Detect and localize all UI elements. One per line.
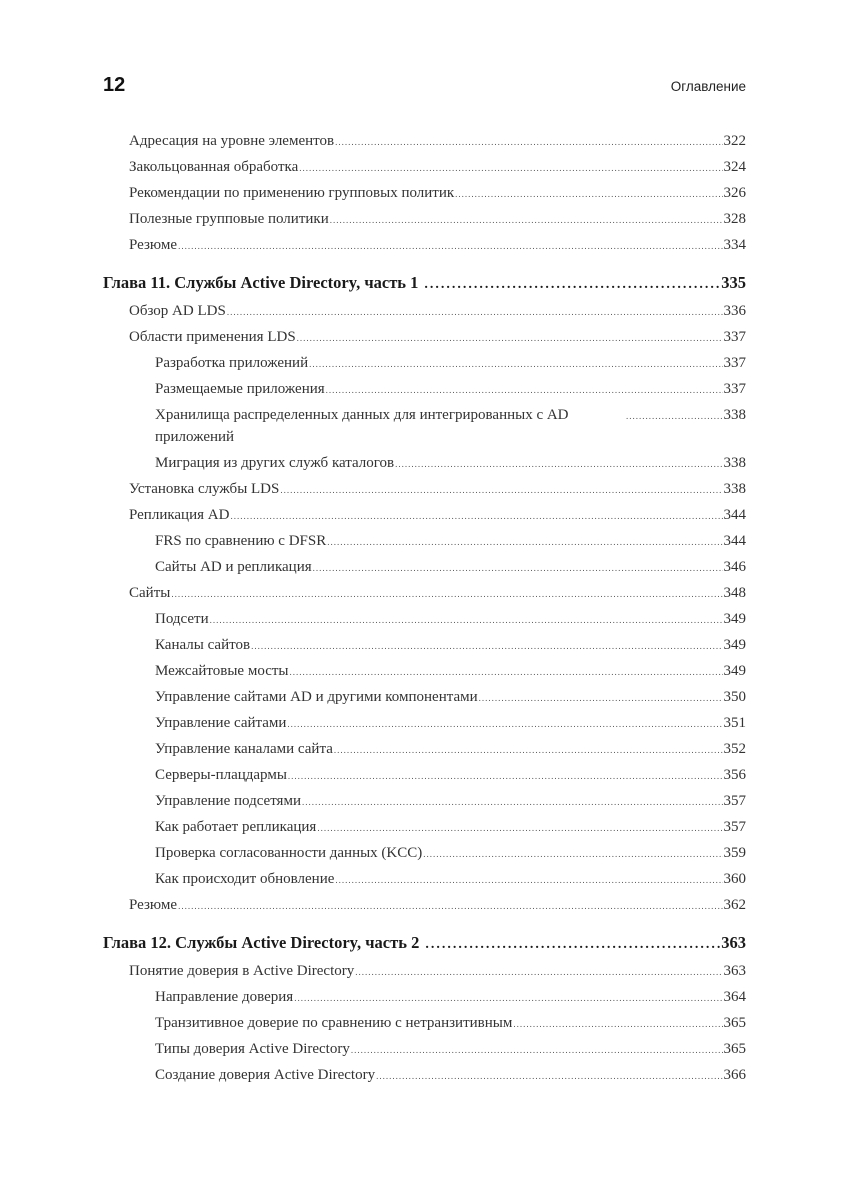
toc-entry-page: 326 xyxy=(723,185,746,201)
toc-entry-title: Подсети xyxy=(155,611,209,627)
toc-entry-page: 360 xyxy=(723,871,746,887)
toc-entry-title: Управление сайтами AD и другими компонентами xyxy=(155,689,478,705)
dot-leader xyxy=(626,405,723,427)
toc-entry-page: 328 xyxy=(723,211,746,227)
chapter-title: Глава 12. Службы Active Directory, часть 2 xyxy=(103,933,420,952)
toc-chapter-12[interactable] xyxy=(103,928,746,958)
dot-leader xyxy=(210,607,723,633)
toc-entry[interactable] xyxy=(103,476,746,502)
toc-entry[interactable] xyxy=(103,402,746,450)
toc-entry-title: Сайты xyxy=(129,585,171,601)
toc-entry-title: Области применения LDS xyxy=(129,329,296,345)
dot-leader xyxy=(287,711,722,737)
toc-entry-title: Проверка согласованности данных (KCC) xyxy=(155,845,423,861)
toc-entry[interactable] xyxy=(103,762,746,788)
toc-entry[interactable] xyxy=(103,528,746,554)
dot-leader xyxy=(288,763,723,789)
dot-leader xyxy=(479,685,723,711)
toc-entry-title: FRS по сравнению с DFSR xyxy=(155,533,327,549)
toc-entry-page: 322 xyxy=(723,133,746,149)
table-of-contents xyxy=(103,128,746,1088)
toc-entry[interactable] xyxy=(103,984,746,1010)
toc-entry[interactable] xyxy=(103,684,746,710)
toc-entry-page: 363 xyxy=(723,963,746,979)
toc-entry-page: 349 xyxy=(723,611,746,627)
dot-leader xyxy=(423,841,722,867)
toc-entry-title: Рекомендации по применению групповых политик xyxy=(129,185,455,201)
dot-leader xyxy=(313,555,723,581)
toc-entry-page: 357 xyxy=(723,819,746,835)
toc-entry-page: 362 xyxy=(723,897,746,913)
toc-entry-page: 338 xyxy=(723,481,746,497)
toc-entry-page: 348 xyxy=(723,585,746,601)
toc-entry[interactable] xyxy=(103,958,746,984)
toc-entry[interactable] xyxy=(103,154,746,180)
dot-leader xyxy=(294,985,722,1011)
toc-entry-page: 350 xyxy=(723,689,746,705)
toc-entry-page: 334 xyxy=(723,237,746,253)
toc-entry-page: 366 xyxy=(723,1067,746,1083)
dot-leader xyxy=(299,155,722,181)
dot-leader xyxy=(171,581,722,607)
dot-leader xyxy=(230,503,722,529)
toc-entry-title: Сайты AD и репликация xyxy=(155,559,312,575)
toc-entry-page: 337 xyxy=(723,381,746,397)
toc-entry-page: 337 xyxy=(723,329,746,345)
dot-leader xyxy=(351,1037,723,1063)
toc-entry-title: Создание доверия Active Directory xyxy=(155,1067,376,1083)
dot-leader xyxy=(178,893,722,919)
toc-entry[interactable] xyxy=(103,350,746,376)
toc-entry-title: Репликация AD xyxy=(129,507,230,523)
toc-entry[interactable] xyxy=(103,324,746,350)
dot-leader xyxy=(425,930,720,960)
toc-entry-title: Управление каналами сайта xyxy=(155,741,333,757)
toc-entry[interactable] xyxy=(103,892,746,918)
toc-entry-title: Обзор AD LDS xyxy=(129,303,226,319)
toc-entry[interactable] xyxy=(103,710,746,736)
toc-entry[interactable] xyxy=(103,736,746,762)
dot-leader xyxy=(297,325,723,351)
toc-entry-title: Адресация на уровне элементов xyxy=(129,133,335,149)
toc-entry-title: Закольцованная обработка xyxy=(129,159,299,175)
toc-entry[interactable] xyxy=(103,814,746,840)
toc-entry-title: Серверы-плацдармы xyxy=(155,767,287,783)
dot-leader xyxy=(335,129,722,155)
page-header xyxy=(103,74,746,100)
dot-leader xyxy=(309,351,722,377)
toc-entry-title: Как работает репликация xyxy=(155,819,317,835)
dot-leader xyxy=(355,959,722,985)
dot-leader xyxy=(290,659,723,685)
page-number: 12 xyxy=(103,74,126,96)
dot-leader xyxy=(395,451,722,477)
toc-entry[interactable] xyxy=(103,1062,746,1088)
dot-leader xyxy=(227,299,723,325)
toc-entry-page: 351 xyxy=(723,715,746,731)
dot-leader xyxy=(455,181,722,207)
dot-leader xyxy=(376,1063,722,1089)
toc-entry-title: Направление доверия xyxy=(155,989,294,1005)
toc-entry[interactable] xyxy=(103,502,746,528)
toc-entry[interactable] xyxy=(103,376,746,402)
toc-entry[interactable] xyxy=(103,180,746,206)
toc-entry-title: Разработка приложений xyxy=(155,355,309,371)
toc-entry-page: 338 xyxy=(723,455,746,471)
dot-leader xyxy=(513,1011,722,1037)
toc-entry[interactable] xyxy=(103,232,746,258)
toc-entry[interactable] xyxy=(103,658,746,684)
toc-entry-page: 365 xyxy=(723,1015,746,1031)
toc-entry-page: 357 xyxy=(723,793,746,809)
toc-entry-page: 338 xyxy=(723,407,746,423)
running-title: Оглавление xyxy=(670,79,746,94)
toc-entry-page: 344 xyxy=(723,507,746,523)
toc-entry[interactable] xyxy=(103,1010,746,1036)
toc-entry-title: Понятие доверия в Active Directory xyxy=(129,963,355,979)
toc-entry-page: 344 xyxy=(723,533,746,549)
dot-leader xyxy=(178,233,722,259)
toc-entry-title: Управление подсетями xyxy=(155,793,301,809)
chapter-title: Глава 11. Службы Active Directory, часть 1 xyxy=(103,273,419,292)
toc-entry-page: 349 xyxy=(723,663,746,679)
toc-entry-title: Миграция из других служб каталогов xyxy=(155,455,395,471)
toc-entry[interactable] xyxy=(103,788,746,814)
dot-leader xyxy=(280,477,722,503)
toc-entry-page: 337 xyxy=(723,355,746,371)
toc-entry-title: Установка службы LDS xyxy=(129,481,280,497)
toc-entry[interactable] xyxy=(103,580,746,606)
toc-entry-page: 324 xyxy=(723,159,746,175)
toc-chapter-11[interactable] xyxy=(103,268,746,298)
toc-entry[interactable] xyxy=(103,554,746,580)
dot-leader xyxy=(317,815,722,841)
toc-entry-page: 346 xyxy=(723,559,746,575)
toc-entry-page: 365 xyxy=(723,1041,746,1057)
dot-leader xyxy=(330,207,723,233)
toc-entry-page: 359 xyxy=(723,845,746,861)
toc-entry[interactable] xyxy=(103,206,746,232)
toc-entry-title: Хранилища распределенных данных для интегрированных с AD приложений xyxy=(155,407,569,445)
dot-leader xyxy=(334,737,723,763)
dot-leader xyxy=(424,270,720,300)
toc-entry[interactable] xyxy=(103,866,746,892)
dot-leader xyxy=(326,377,723,403)
toc-entry-title: Резюме xyxy=(129,237,178,253)
toc-entry[interactable] xyxy=(103,128,746,154)
toc-entry-page: 336 xyxy=(723,303,746,319)
toc-entry-title: Каналы сайтов xyxy=(155,637,251,653)
toc-entry-title: Как происходит обновление xyxy=(155,871,335,887)
dot-leader xyxy=(251,633,722,659)
toc-entry-page: 364 xyxy=(723,989,746,1005)
dot-leader xyxy=(327,529,722,555)
chapter-page: 363 xyxy=(721,933,746,952)
chapter-page: 335 xyxy=(721,273,746,292)
toc-entry-title: Резюме xyxy=(129,897,178,913)
toc-entry[interactable] xyxy=(103,450,746,476)
toc-entry-title: Типы доверия Active Directory xyxy=(155,1041,350,1057)
dot-leader xyxy=(335,867,722,893)
toc-entry[interactable] xyxy=(103,1036,746,1062)
dot-leader xyxy=(302,789,723,815)
toc-entry-title: Размещаемые приложения xyxy=(155,381,325,397)
toc-entry-page: 349 xyxy=(723,637,746,653)
toc-entry[interactable] xyxy=(103,606,746,632)
toc-entry[interactable] xyxy=(103,632,746,658)
toc-entry[interactable] xyxy=(103,840,746,866)
toc-entry-page: 352 xyxy=(723,741,746,757)
toc-entry-title: Межсайтовые мосты xyxy=(155,663,289,679)
toc-entry[interactable] xyxy=(103,298,746,324)
toc-entry-title: Управление сайтами xyxy=(155,715,287,731)
toc-entry-title: Транзитивное доверие по сравнению с нетранзитивным xyxy=(155,1015,513,1031)
toc-entry-page: 356 xyxy=(723,767,746,783)
toc-entry-title: Полезные групповые политики xyxy=(129,211,329,227)
